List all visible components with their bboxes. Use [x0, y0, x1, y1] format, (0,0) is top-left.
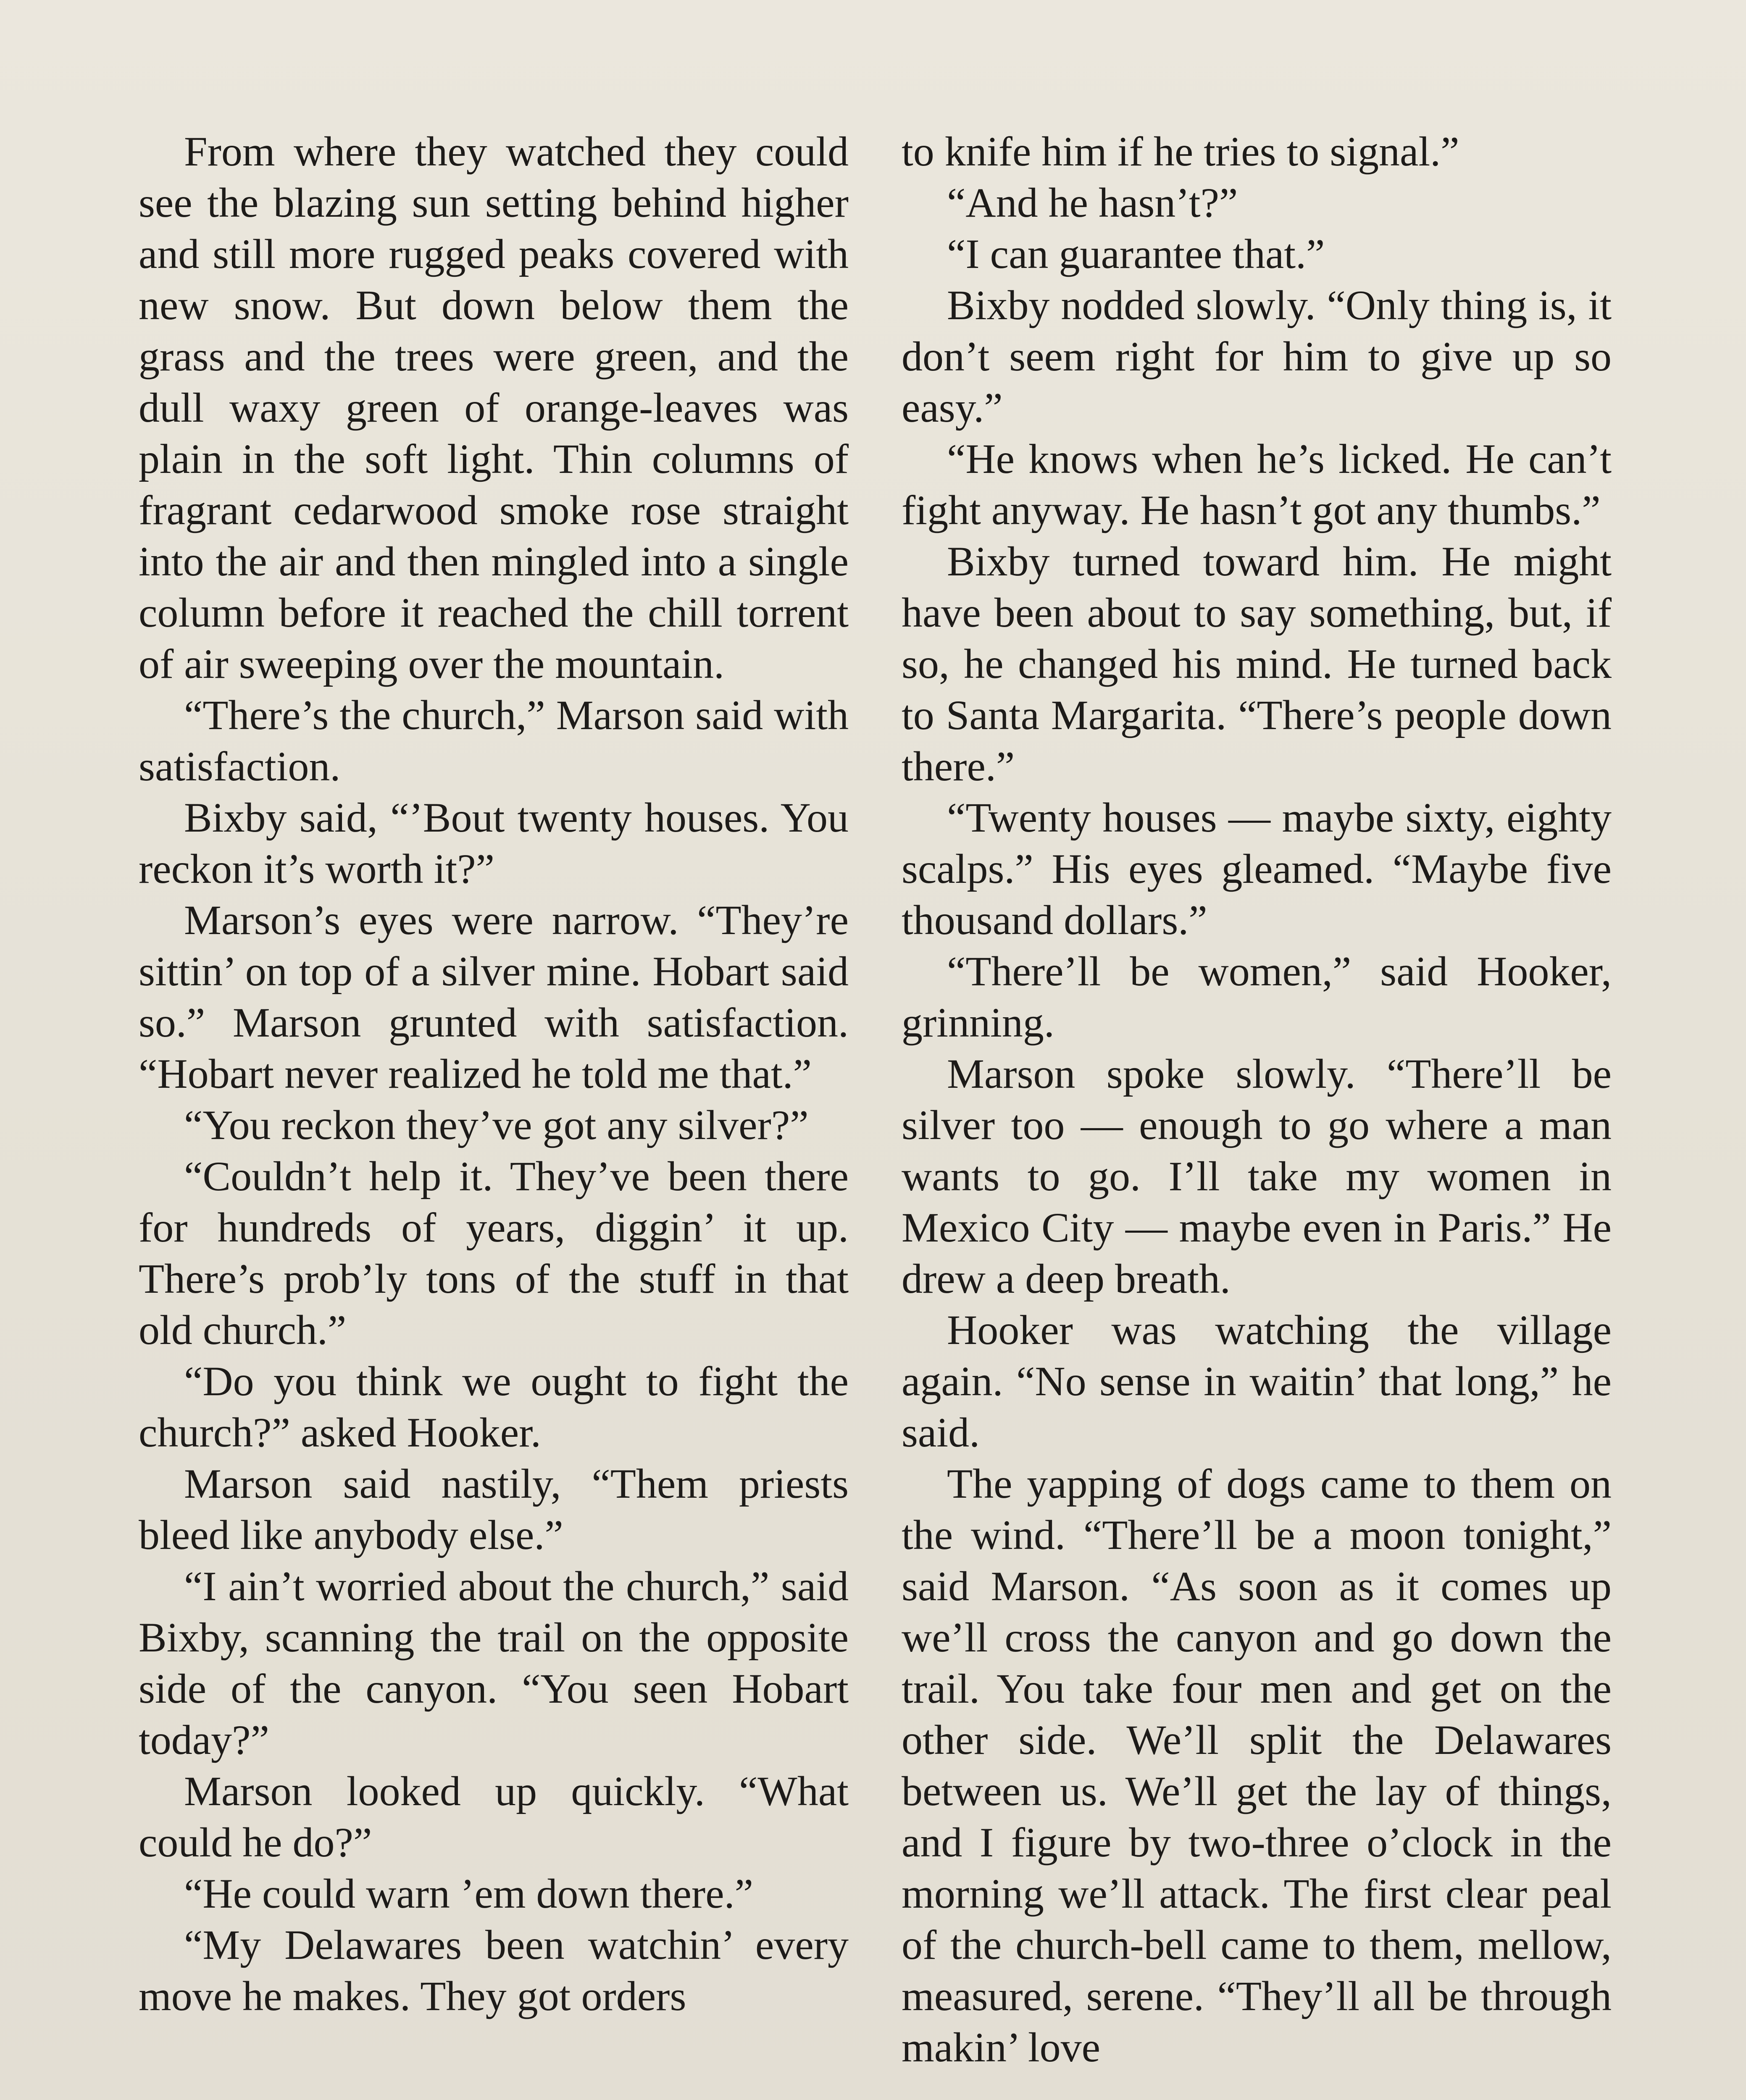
paragraph: Marson spoke slowly. “There’ll be silver too — enough to go where a man wants to go. I’ll take my women in Mexico City — maybe even in Paris.” He drew a deep breath. — [902, 1050, 1612, 1302]
paragraph: “And he hasn’t?” — [947, 179, 1238, 226]
paragraph: The yapping of dogs came to them on the wind. “There’ll be a moon tonight,” said Marson. “As soon as it comes up we’ll cross the canyon and go down the trail. You take four men and get on the other side. We’ll split the Delawares between us. We’ll get the lay of things, and I figure by two-three o’clock in the morning we’ll attack. The first clear peal of the church-bell came to them, mellow, measured, serene. “They’ll all be through makin’ love — [902, 1460, 1612, 2071]
paragraph: “You reckon they’ve got any silver?” — [184, 1102, 809, 1148]
paragraph: “There’ll be women,” said Hooker, grinning. — [902, 948, 1612, 1046]
paragraph: From where they watched they could see the blazing sun setting behind higher and still more rugged peaks covered with new snow. But down below them the grass and the trees were green, and the dull waxy green of orange-leaves was plain in the soft light. Thin columns of fragrant cedarwood smoke rose straight into the air and then mingled into a single column before it reached the chill torrent of air sweeping over the mountain. — [139, 128, 849, 687]
paragraph: Marson’s eyes were narrow. “They’re sittin’ on top of a silver mine. Hobart said so.” Marson grunted with satisfaction. “Hobart never realized he told me that.” — [139, 897, 849, 1097]
paragraph: Marson said nastily, “Them priests bleed like anybody else.” — [139, 1460, 849, 1558]
paragraph: Bixby turned toward him. He might have been about to say something, but, if so, he changed his mind. He turned back to Santa Margarita. “There’s people down there.” — [902, 538, 1612, 790]
paragraph: “He knows when he’s licked. He can’t fight anyway. He hasn’t got any thumbs.” — [902, 436, 1612, 533]
paragraph: “I ain’t worried about the church,” said Bixby, scanning the trail on the opposite side of the canyon. “You seen Hobart today?” — [139, 1563, 849, 1763]
paragraph: “I can guarantee that.” — [947, 231, 1325, 277]
paragraph: “Do you think we ought to fight the church?” asked Hooker. — [139, 1358, 849, 1456]
paragraph: Bixby said, “’Bout twenty houses. You reckon it’s worth it?” — [139, 794, 849, 892]
paragraph: Hooker was watching the village again. “No sense in waitin’ that long,” he said. — [902, 1307, 1612, 1456]
paragraph: “He could warn ’em down there.” — [184, 1870, 753, 1917]
left-text-column — [139, 126, 849, 2100]
right-text-column — [902, 126, 1612, 2100]
paragraph: Marson looked up quickly. “What could he do?” — [139, 1768, 849, 1866]
paragraph: “Twenty houses — maybe sixty, eighty scalps.” His eyes gleamed. “Maybe five thousand dollars.” — [902, 794, 1612, 943]
paragraph: “There’s the church,” Marson said with satisfaction. — [139, 692, 849, 790]
paragraph: Bixby nodded slowly. “Only thing is, it don’t seem right for him to give up so easy.” — [902, 282, 1612, 431]
paragraph-continued: to knife him if he tries to signal.” — [902, 128, 1459, 175]
paragraph: “Couldn’t help it. They’ve been there for hundreds of years, diggin’ it up. There’s prob’ly tons of the stuff in that old church.” — [139, 1153, 849, 1353]
paragraph: “My Delawares been watchin’ every move he makes. They got orders — [139, 1922, 849, 2019]
